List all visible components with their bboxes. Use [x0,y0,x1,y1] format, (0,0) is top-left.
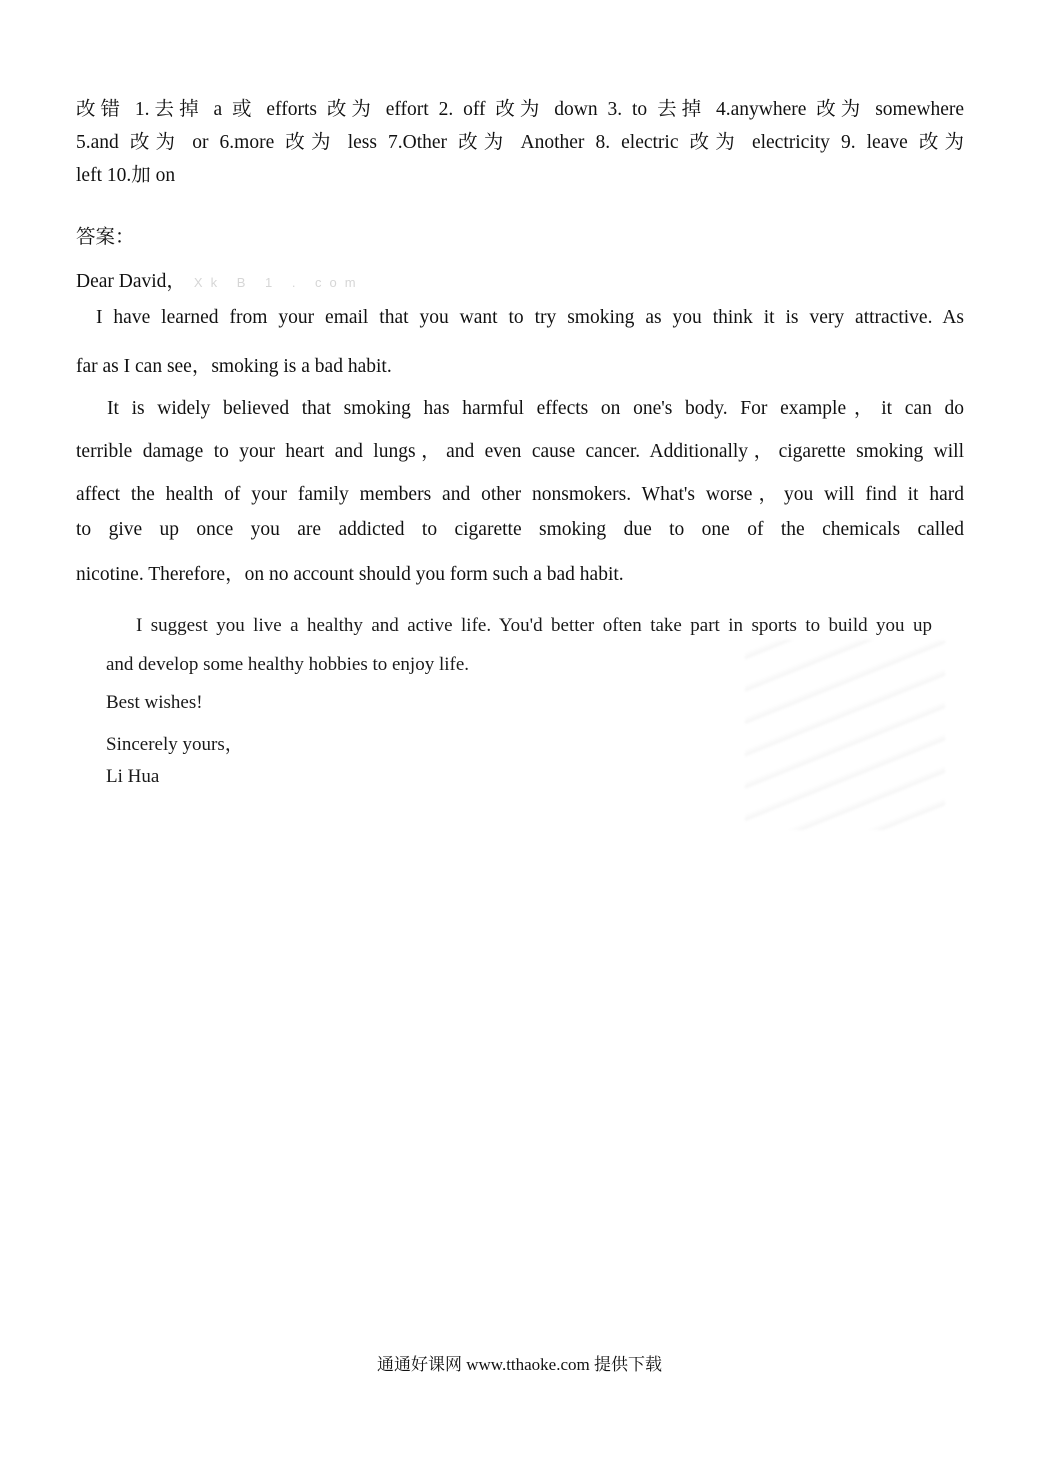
paragraph-2-line-3: affect the health of your family members and other nonsmokers. What's worse，you will find it hard [76,484,964,505]
paragraph-1-line-1: I have learned from your email that you want to try smoking as you think it is very attractive. As [96,307,964,328]
salutation [76,265,364,293]
salutation-text: Dear David， [76,271,186,292]
corrections-line-1: 改错 1.去掉 a 或 efforts 改为 effort 2. off 改为 down 3. to 去掉 4.anywhere 改为 somewhere [76,99,964,120]
scan-smudge [745,640,945,830]
paragraph-2-line-4: to give up once you are addicted to cigarette smoking due to one of the chemicals called [76,519,964,540]
corrections-line-2: 5.and 改为 or 6.more 改为 less 7.Other 改为 Another 8. electric 改为 electricity 9. leave 改为 [76,132,964,153]
paragraph-3-line-2: and develop some healthy hobbies to enjoy life. [106,654,470,675]
footer-source: 通通好课网 www.tthaoke.com 提供下载 [376,1355,663,1374]
closing-best-wishes: Best wishes! [106,692,203,713]
paragraph-2-line-2: terrible damage to your heart and lungs，and even cause cancer. Additionally，cigarette smoking will [76,441,964,462]
watermark-text: Xk B 1 . com [193,275,364,290]
paragraph-2-line-5: nicotine. Therefore，on no account should you form such a bad habit. [76,564,624,585]
answer-label: 答案： [76,227,135,248]
paragraph-1-line-2: far as I can see，smoking is a bad habit. [76,356,392,377]
paragraph-2-line-1: It is widely believed that smoking has harmful effects on one's body. For example，it can do [107,398,964,419]
closing-sincerely: Sincerely yours， [106,734,244,755]
corrections-line-3: left 10.加 on [76,165,176,186]
paragraph-3-line-1: I suggest you live a healthy and active life. You'd better often take part in sports to build you up [136,615,932,636]
signature: Li Hua [106,766,160,787]
